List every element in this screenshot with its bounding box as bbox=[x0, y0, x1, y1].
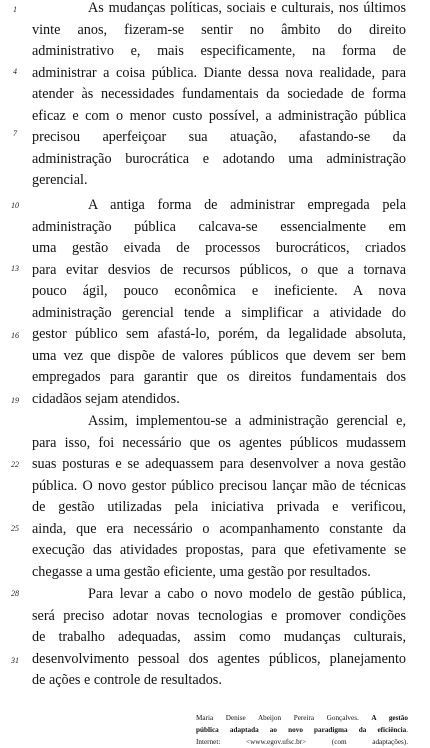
text-line: administrativo e, mais especificamente, na forma de bbox=[32, 43, 406, 59]
line-number: 13 bbox=[11, 264, 19, 273]
text-line: para isso, foi necessário que os agentes públicos mudassem bbox=[32, 435, 406, 451]
text-line: será preciso adotar novas tecnologias e promover condições bbox=[32, 608, 406, 624]
text-line: administração gerencial tende a simplificar a atividade do bbox=[32, 305, 406, 321]
text-line: uma vez que dispõe de valores públicos que devem ser bem bbox=[32, 348, 406, 364]
line-number: 31 bbox=[11, 656, 19, 665]
text-line: de trabalho adequadas, assim como mudanças culturais, bbox=[32, 629, 406, 645]
text-line: administração pública calcava-se essencialmente em bbox=[32, 219, 406, 235]
text-line: pública. O novo gestor público precisou lançar mão de técnicas bbox=[32, 478, 406, 494]
citation-line bbox=[196, 712, 408, 724]
text-line: administrar a coisa pública. Diante dessa nova realidade, para bbox=[32, 65, 406, 81]
text-line: suas posturas e se adequassem para desenvolver a nova gestão bbox=[32, 456, 406, 472]
text-line: cidadãos sejam atendidos. bbox=[32, 391, 180, 407]
text-line: de ações e controle de resultados. bbox=[32, 672, 222, 688]
text-line: vinte anos, fizeram-se sentir no âmbito do direito bbox=[32, 22, 406, 38]
line-number: 22 bbox=[11, 460, 19, 469]
citation-source-url: Internet: <www.egov.ufsc.br> (com adaptações). bbox=[196, 738, 408, 746]
text-line: atender às necessidades fundamentais da sociedade de forma bbox=[32, 86, 406, 102]
text-line: desenvolvimento pessoal dos agentes públicos, planejamento bbox=[32, 651, 406, 667]
text-line: administração burocrática e adotando uma administração bbox=[32, 151, 406, 167]
text-line: chegasse a uma gestão eficiente, uma gestão por resultados. bbox=[32, 564, 371, 580]
source-citation bbox=[196, 712, 408, 748]
text-line: Para levar a cabo o novo modelo de gestão pública, bbox=[88, 586, 406, 602]
line-number: 28 bbox=[11, 589, 19, 598]
line-number: 7 bbox=[13, 129, 17, 138]
citation-author: Maria Denise Abeijon Pereira Gonçalves. bbox=[196, 714, 359, 722]
line-number: 10 bbox=[11, 201, 19, 210]
text-line: uma gestão eivada de processos burocráticos, criados bbox=[32, 240, 406, 256]
text-line: gerencial. bbox=[32, 172, 88, 188]
citation-line bbox=[196, 724, 408, 736]
text-line: execução das atividades propostas, para que efetivamente se bbox=[32, 542, 406, 558]
text-line: Assim, implementou-se a administração gerencial e, bbox=[88, 413, 406, 429]
text-line: ainda, que era necessário o acompanhamento constante da bbox=[32, 521, 406, 537]
text-line: de gestão utilizadas pela iniciativa privada e verificou, bbox=[32, 499, 406, 515]
text-line: As mudanças políticas, sociais e culturais, nos últimos bbox=[88, 0, 406, 16]
citation-punctuation: . bbox=[406, 726, 408, 734]
text-line: A antiga forma de administrar empregada pela bbox=[88, 197, 406, 213]
line-number: 4 bbox=[13, 67, 17, 76]
text-line: empregados para garantir que os direitos fundamentais dos bbox=[32, 369, 406, 385]
text-line: gestor público sem afastá-lo, porém, da legalidade absoluta, bbox=[32, 326, 406, 342]
line-number: 16 bbox=[11, 331, 19, 340]
citation-title-part: pública adaptada ao novo paradigma da eficiência bbox=[196, 726, 407, 734]
text-line: para evitar desvios de recursos públicos, o que a tornava bbox=[32, 262, 406, 278]
line-number: 1 bbox=[13, 5, 17, 14]
text-line: eficaz e com o menor custo possível, a administração pública bbox=[32, 108, 406, 124]
text-line: precisou aperfeiçoar sua atuação, afastando-se da bbox=[32, 129, 406, 145]
line-number: 25 bbox=[11, 524, 19, 533]
citation-title-part: A gestão bbox=[371, 714, 408, 722]
line-number: 19 bbox=[11, 396, 19, 405]
text-line: pouco ágil, pouco econômica e ineficiente. A nova bbox=[32, 283, 406, 299]
